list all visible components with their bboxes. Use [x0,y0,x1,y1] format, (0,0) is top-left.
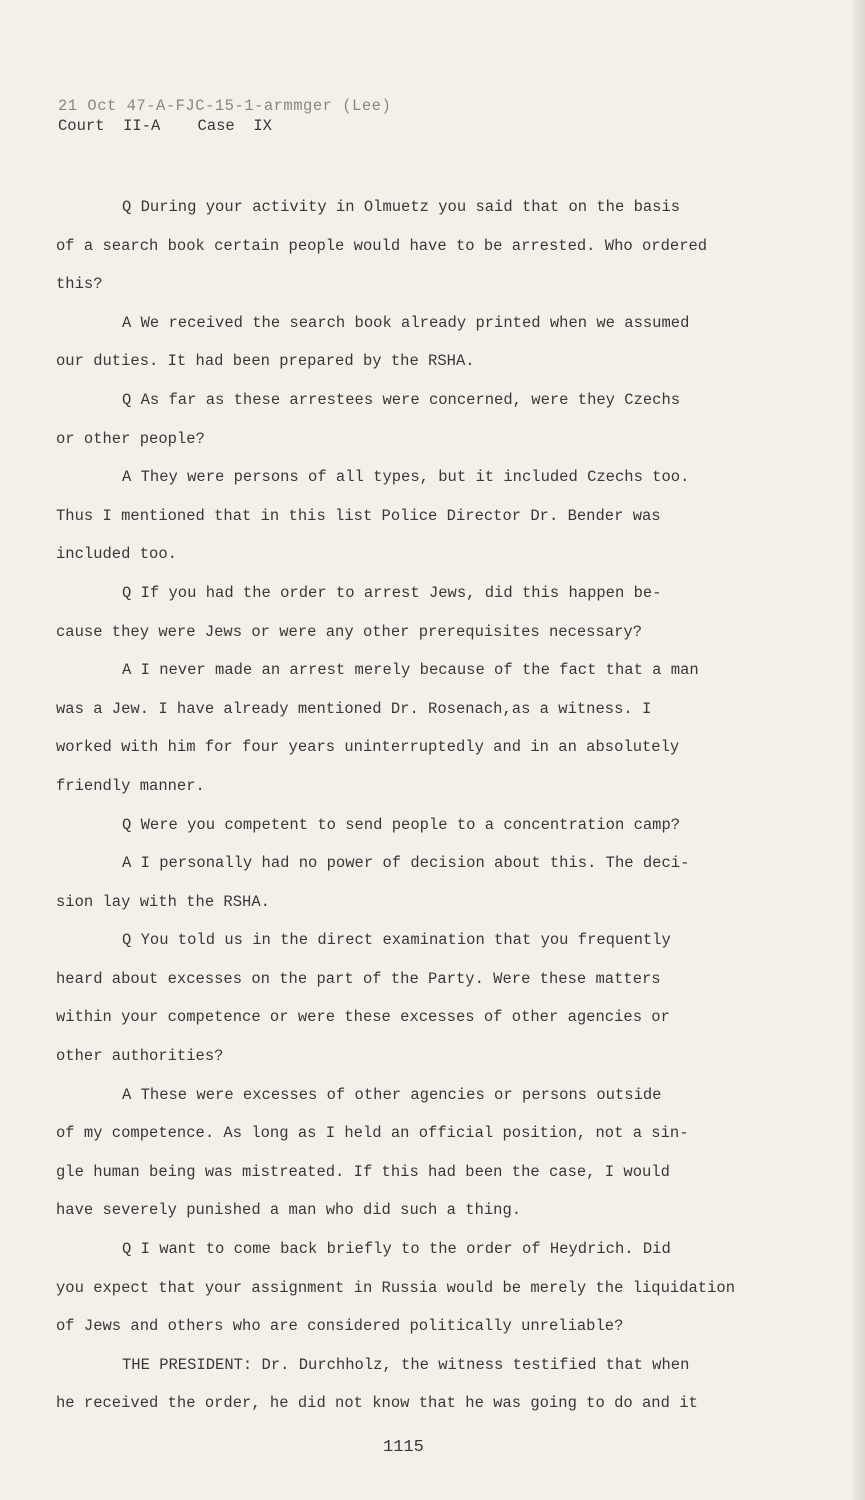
paragraph [56,381,768,458]
header-line-1: 21 Oct 47-A-FJC-15-1-armmger (Lee) [58,97,392,115]
text-line: heard about excesses on the part of the Party. Were these matters [56,969,661,988]
paragraph [56,1230,768,1346]
paragraph [56,844,768,921]
paragraph [56,1346,768,1423]
header-line-2: Court II-A Case IX [58,117,272,135]
paragraph [56,921,768,1075]
text-line: you expect that your assignment in Russia would be merely the liquidation [56,1278,736,1297]
transcript-body [56,188,768,1423]
text-line: A They were persons of all types, but it included Czechs too. [122,468,690,487]
paragraph [56,806,768,845]
text-line: Q As far as these arrestees were concerned, were they Czechs [122,390,681,409]
text-line: Q During your activity in Olmuetz you said that on the basis [122,198,681,216]
page-number: 1115 [383,1438,424,1457]
text-line: A We received the search book already printed when we assumed [122,313,690,332]
text-line: Q You told us in the direct examination that you frequently [122,931,671,950]
text-line: or other people? [56,429,205,448]
text-line: Q Were you competent to send people to a concentration camp? [122,815,681,834]
text-line: was a Jew. I have already mentioned Dr. Rosenach,as a witness. I [56,699,652,718]
text-line: worked with him for four years uninterruptedly and in an absolutely [56,738,680,757]
text-line: sion lay with the RSHA. [56,892,270,911]
text-line: of Jews and others who are considered politically unreliable? [56,1317,624,1336]
text-line: this? [56,275,103,294]
paragraph [56,458,768,574]
text-line: within your competence or were these excesses of other agencies or [56,1008,670,1027]
text-line: included too. [56,545,177,564]
text-line: cause they were Jews or were any other prerequisites necessary? [56,622,642,641]
text-line: have severely punished a man who did such a thing. [56,1201,522,1220]
text-line: A I personally had no power of decision about this. The deci- [122,854,690,873]
text-line: A These were excesses of other agencies or persons outside [122,1085,662,1104]
paragraph [56,574,768,651]
document-header [58,96,391,136]
text-line: other authorities? [56,1047,224,1066]
text-line: THE PRESIDENT: Dr. Durchholz, the witness testified that when [122,1355,690,1374]
text-line: he received the order, he did not know that he was going to do and it [56,1394,698,1413]
page-edge [853,0,865,1500]
text-line: gle human being was mistreated. If this had been the case, I would [56,1162,670,1181]
text-line: friendly manner. [56,776,205,795]
text-line: of a search book certain people would have to be arrested. Who ordered [56,236,708,255]
paragraph [56,188,768,304]
text-line: Q If you had the order to arrest Jews, did this happen be- [122,583,662,602]
text-line: of my competence. As long as I held an official position, not a sin- [56,1124,689,1143]
text-line: our duties. It had been prepared by the RSHA. [56,352,475,371]
paragraph [56,304,768,381]
text-line: A I never made an arrest merely because of the fact that a man [122,661,699,680]
text-line: Thus I mentioned that in this list Police Director Dr. Bender was [56,506,661,525]
paragraph [56,651,768,805]
paragraph [56,1076,768,1230]
text-line: Q I want to come back briefly to the order of Heydrich. Did [122,1240,671,1259]
